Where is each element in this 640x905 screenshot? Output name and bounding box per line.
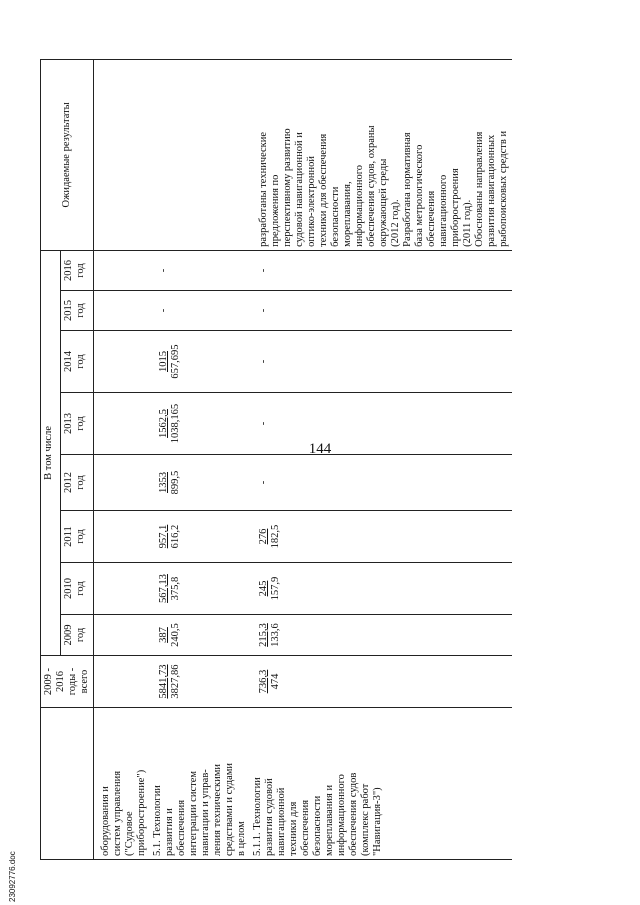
row-year-value (94, 250, 151, 290)
row-year-value: 1015 657,695 (150, 331, 250, 393)
table-row (150, 59, 250, 859)
header-year-5: 2014 год (60, 331, 93, 393)
row-name: 5.1. Технологии развития и обеспечения интеграции систем навигации и управ- ления техническими средствами и судами в целом (150, 708, 250, 860)
header-results: Ожидаемые результаты (41, 59, 94, 250)
header-in-total: В том числе (41, 250, 61, 655)
footer-filename: 23092776.doc (8, 851, 17, 902)
row-year-value: - (250, 455, 512, 511)
header-name-column (41, 708, 94, 860)
header-year-0: 2009 год (60, 615, 93, 656)
row-total (94, 656, 151, 708)
row-year-value: 276 182,5 (250, 511, 512, 563)
row-year-value: - (250, 291, 512, 331)
row-year-value (94, 511, 151, 563)
header-year-1: 2010 год (60, 563, 93, 615)
row-year-value: - (150, 291, 250, 331)
header-total: 2009 - 2016 годы - всего (41, 656, 94, 708)
header-row-1 (41, 59, 61, 859)
row-result (94, 59, 151, 250)
row-result (150, 59, 250, 250)
row-year-value (94, 331, 151, 393)
header-year-4: 2013 год (60, 393, 93, 455)
header-year-6: 2015 год (60, 291, 93, 331)
results-table (40, 59, 512, 860)
page-number: 144 (308, 441, 332, 457)
row-result: разработаны технические предложения по перспективному развитию судовой навигационной и оптико-электронной техники для обеспечения безопасности мореплавания, информационного обеспечения судов, охраны окружающей среды (2012 год). Разработана нормативная база метрологического обеспечения навигационного приборостроения (2011 год). Обоснованы направления развития навигационных рыбопоисковых средств и (250, 59, 512, 250)
row-year-value (94, 291, 151, 331)
row-year-value: 1562,5 1038,165 (150, 393, 250, 455)
rotated-table-area (40, 60, 600, 860)
row-name: 5.1.1. Технологии развития судовой навигационной техники для обеспечения безопасности мореплавания и информационного обеспечения судов (комплекс работ "Навигация-3") (250, 708, 512, 860)
row-year-value: - (250, 331, 512, 393)
table-row (250, 59, 512, 859)
header-year-2: 2011 год (60, 511, 93, 563)
row-year-value: 215,3 133,6 (250, 615, 512, 656)
row-year-value (94, 563, 151, 615)
table-row (94, 59, 151, 859)
row-year-value (94, 393, 151, 455)
row-name: оборудования и систем управления ("Судовое приборостроение") (94, 708, 151, 860)
row-year-value (94, 455, 151, 511)
footer (6, 851, 20, 902)
header-year-7: 2016 год (60, 250, 93, 290)
row-year-value: - (250, 393, 512, 455)
header-year-3: 2012 год (60, 455, 93, 511)
row-year-value: 567,13 375,8 (150, 563, 250, 615)
row-year-value (94, 615, 151, 656)
row-total: 736,3 474 (250, 656, 512, 708)
row-year-value: 387 240,5 (150, 615, 250, 656)
row-year-value: - (250, 250, 512, 290)
row-year-value: 1353 899,5 (150, 455, 250, 511)
row-total: 5841,73 3827,86 (150, 656, 250, 708)
row-year-value: 957,1 616,2 (150, 511, 250, 563)
row-year-value: - (150, 250, 250, 290)
row-year-value: 245 157,9 (250, 563, 512, 615)
